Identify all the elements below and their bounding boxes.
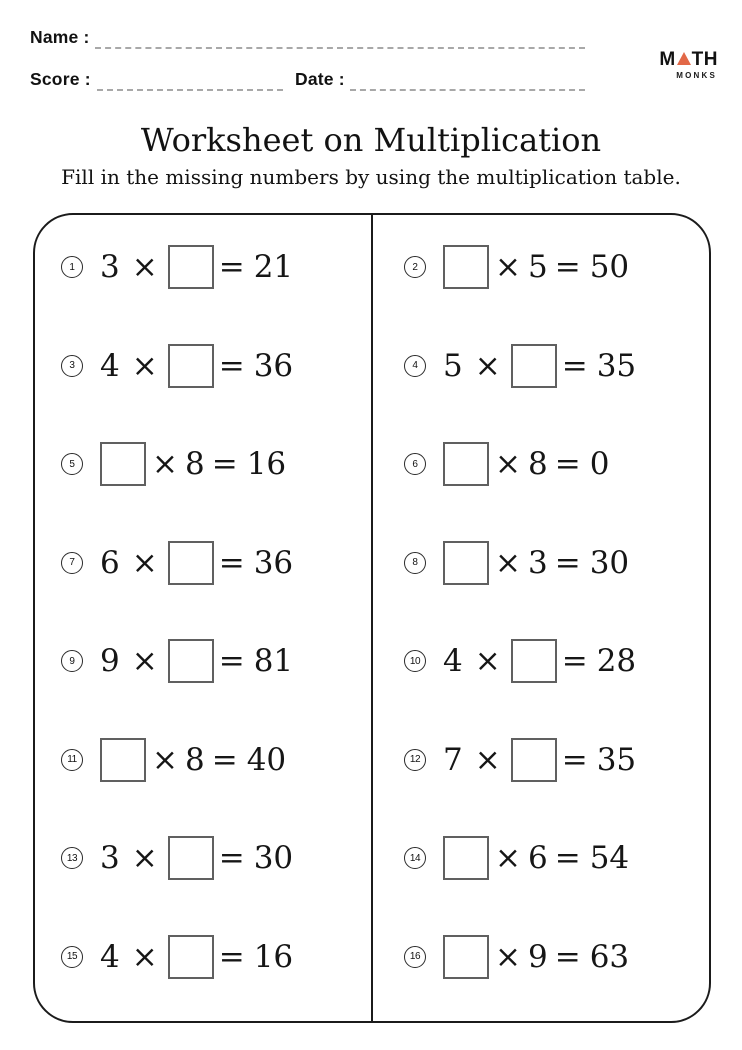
times-sign: × [495, 840, 521, 877]
result-value: 36 [253, 347, 294, 384]
problem-number-badge: 10 [404, 650, 426, 672]
equals-sign: = [211, 741, 238, 778]
result-value: 30 [253, 840, 294, 877]
result-value: 50 [589, 249, 630, 286]
problem-14 [372, 809, 709, 908]
problem-number-badge: 16 [404, 946, 426, 968]
problem-number-badge: 12 [404, 749, 426, 771]
factor-value: 5 [443, 347, 463, 384]
problems-column-left [35, 215, 372, 1021]
equals-sign: = [218, 938, 245, 975]
answer-box[interactable] [100, 738, 146, 782]
math-monks-logo [650, 50, 718, 80]
name-input-line[interactable] [95, 29, 585, 49]
equals-sign: = [561, 643, 588, 680]
problem-10 [372, 612, 709, 711]
answer-box[interactable] [100, 442, 146, 486]
problem-number-badge: 6 [404, 453, 426, 475]
problem-expression [443, 738, 636, 782]
problem-expression [100, 738, 286, 782]
problem-expression [100, 442, 286, 486]
result-value: 36 [253, 544, 294, 581]
answer-box[interactable] [168, 935, 214, 979]
equals-sign: = [218, 347, 245, 384]
factor-value: 4 [100, 347, 120, 384]
problem-expression [443, 344, 636, 388]
problem-11 [35, 711, 372, 810]
problem-number-badge: 11 [61, 749, 83, 771]
problem-expression [100, 836, 293, 880]
problem-number-badge: 15 [61, 946, 83, 968]
problem-12 [372, 711, 709, 810]
problem-13 [35, 809, 372, 908]
problem-expression [100, 639, 293, 683]
problem-expression [443, 935, 629, 979]
problem-expression [443, 541, 629, 585]
factor-value: 4 [443, 643, 463, 680]
score-input-line[interactable] [97, 71, 283, 91]
problem-5 [35, 415, 372, 514]
result-value: 30 [589, 544, 630, 581]
times-sign: × [495, 938, 521, 975]
problem-1 [35, 218, 372, 317]
times-sign: × [495, 446, 521, 483]
times-sign: × [131, 938, 158, 975]
page-title: Worksheet on Multiplication [140, 121, 602, 159]
answer-box[interactable] [168, 344, 214, 388]
name-label: Name : [30, 27, 90, 47]
problem-15 [35, 908, 372, 1007]
score-label: Score : [30, 69, 91, 89]
problem-7 [35, 514, 372, 613]
factor-value: 6 [100, 544, 120, 581]
problem-number-badge: 2 [404, 256, 426, 278]
date-label: Date : [295, 69, 345, 89]
times-sign: × [152, 741, 178, 778]
answer-box[interactable] [443, 836, 489, 880]
problem-expression [100, 245, 293, 289]
problem-expression [443, 442, 609, 486]
problem-16 [372, 908, 709, 1007]
answer-box[interactable] [443, 442, 489, 486]
problem-9 [35, 612, 372, 711]
equals-sign: = [554, 446, 581, 483]
problems-panel [33, 213, 711, 1023]
problem-6 [372, 415, 709, 514]
equals-sign: = [554, 938, 581, 975]
factor-value: 6 [527, 840, 548, 877]
times-sign: × [131, 643, 158, 680]
times-sign: × [495, 544, 521, 581]
problem-number-badge: 1 [61, 256, 83, 278]
times-sign: × [131, 347, 158, 384]
problem-expression [100, 935, 293, 979]
problem-expression [443, 639, 636, 683]
equals-sign: = [554, 544, 581, 581]
equals-sign: = [218, 249, 245, 286]
factor-value: 9 [100, 643, 120, 680]
equals-sign: = [218, 840, 245, 877]
problem-number-badge: 13 [61, 847, 83, 869]
result-value: 16 [246, 446, 287, 483]
problem-expression [100, 541, 293, 585]
answer-box[interactable] [443, 245, 489, 289]
result-value: 63 [589, 938, 630, 975]
answer-box[interactable] [443, 541, 489, 585]
factor-value: 8 [527, 446, 548, 483]
problem-expression [443, 245, 629, 289]
times-sign: × [495, 249, 521, 286]
result-value: 16 [253, 938, 294, 975]
problem-expression [443, 836, 629, 880]
date-input-line[interactable] [350, 71, 585, 91]
problem-number-badge: 5 [61, 453, 83, 475]
problem-number-badge: 9 [61, 650, 83, 672]
result-value: 35 [596, 347, 637, 384]
problem-2 [372, 218, 709, 317]
problem-number-badge: 14 [404, 847, 426, 869]
equals-sign: = [218, 544, 245, 581]
factor-value: 8 [184, 446, 205, 483]
result-value: 0 [589, 446, 610, 483]
times-sign: × [474, 643, 501, 680]
times-sign: × [474, 741, 501, 778]
result-value: 35 [596, 741, 637, 778]
answer-box[interactable] [168, 639, 214, 683]
problem-8 [372, 514, 709, 613]
page-subtitle: Fill in the missing numbers by using the multiplication table. [61, 165, 681, 189]
result-value: 21 [253, 249, 294, 286]
equals-sign: = [554, 840, 581, 877]
logo-monks-wordmark: MONKS [676, 71, 717, 80]
result-value: 81 [253, 643, 294, 680]
problem-number-badge: 8 [404, 552, 426, 574]
answer-box[interactable] [168, 541, 214, 585]
times-sign: × [131, 544, 158, 581]
factor-value: 3 [100, 840, 120, 877]
answer-box[interactable] [168, 836, 214, 880]
answer-box[interactable] [443, 935, 489, 979]
problem-number-badge: 4 [404, 355, 426, 377]
logo-triangle-icon [677, 52, 691, 65]
problem-expression [100, 344, 293, 388]
answer-box[interactable] [511, 639, 557, 683]
equals-sign: = [561, 741, 588, 778]
times-sign: × [131, 249, 158, 286]
column-divider [371, 215, 373, 1021]
factor-value: 5 [527, 249, 548, 286]
problems-column-right [372, 215, 709, 1021]
times-sign: × [131, 840, 158, 877]
logo-math-wordmark: M TH [659, 49, 718, 70]
result-value: 28 [596, 643, 637, 680]
factor-value: 4 [100, 938, 120, 975]
answer-box[interactable] [168, 245, 214, 289]
answer-box[interactable] [511, 738, 557, 782]
times-sign: × [474, 347, 501, 384]
equals-sign: = [561, 347, 588, 384]
result-value: 40 [246, 741, 287, 778]
problem-4 [372, 317, 709, 416]
problem-number-badge: 3 [61, 355, 83, 377]
factor-value: 8 [184, 741, 205, 778]
factor-value: 3 [100, 249, 120, 286]
equals-sign: = [218, 643, 245, 680]
problem-number-badge: 7 [61, 552, 83, 574]
problem-3 [35, 317, 372, 416]
equals-sign: = [211, 446, 238, 483]
factor-value: 3 [527, 544, 548, 581]
answer-box[interactable] [511, 344, 557, 388]
factor-value: 7 [443, 741, 463, 778]
equals-sign: = [554, 249, 581, 286]
result-value: 54 [589, 840, 630, 877]
times-sign: × [152, 446, 178, 483]
factor-value: 9 [527, 938, 548, 975]
